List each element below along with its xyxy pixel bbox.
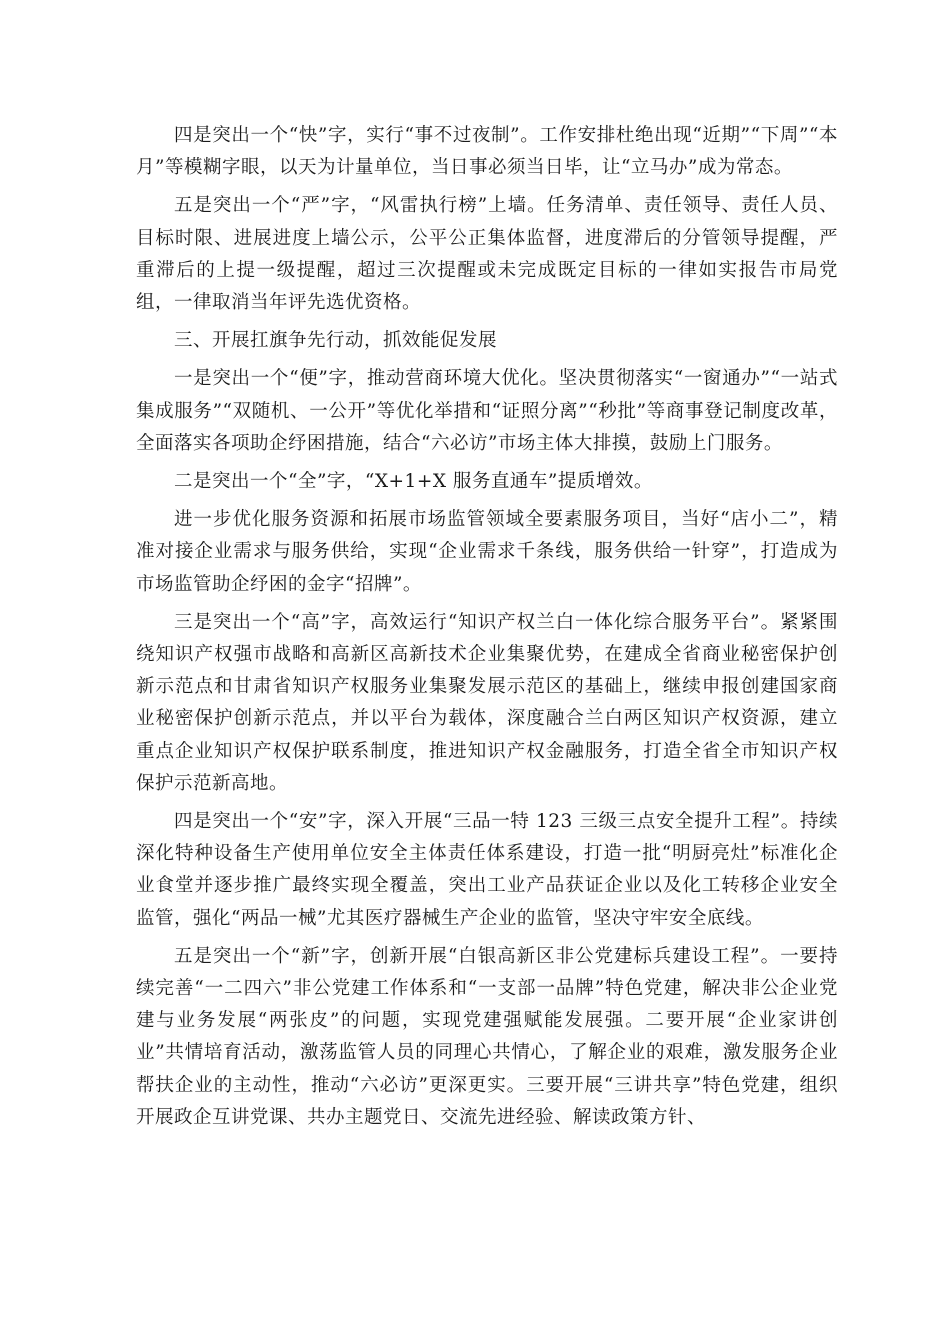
paragraph-safety: 四是突出一个“安”字，深入开展“三品一特 123 三级三点安全提升工程”。持续深化特种设备生产使用单位安全主体责任体系建设，打造一批“明厨亮灶”标准化企业食堂并逐步推广最终实现全覆盖，突出工业产品获证企业以及化工转移企业安全监管，强化“两品一械”尤其医疗器械生产企业的监管，坚决守牢安全底线。 bbox=[136, 811, 838, 929]
paragraph-high-efficiency: 三是突出一个“高”字，高效运行“知识产权兰白一体化综合服务平台”。紧紧围绕知识产权强市战略和高新区高新技术企业集聚优势，在建成全省商业秘密保护创新示范点和甘肃省知识产权服务业集聚发展示范区的基础上，继续申报创建国家商业秘密保护创新示范点，并以平台为载体，深度融合兰白两区知识产权资源，建立重点企业知识产权保护联系制度，推进知识产权金融服务，打造全省全市知识产权保护示范新高地。 bbox=[136, 611, 838, 794]
section-heading-3: 三、开展扛旗争先行动，抓效能促发展 bbox=[174, 330, 498, 352]
paragraph-speed: 四是突出一个“快”字，实行“事不过夜制”。工作安排杜绝出现“近期”“下周”“本月”等模糊字眼，以天为计量单位，当日事必须当日毕，让“立马办”成为常态。 bbox=[136, 125, 838, 179]
paragraph-strict: 五是突出一个“严”字，“风雷执行榜”上墙。任务清单、责任领导、责任人员、目标时限、进展进度上墙公示，公平公正集体监督，进度滞后的分管领导提醒，严重滞后的上提一级提醒，超过三次提醒或未完成既定目标的一律如实报告市局党组，一律取消当年评先选优资格。 bbox=[136, 195, 838, 314]
paragraph-innovation: 五是突出一个“新”字，创新开展“白银高新区非公党建标兵建设工程”。一要持续完善“一二四六”非公党建工作体系和“一支部一品牌”特色党建，解决非公企业党建与业务发展“两张皮”的问题，实现党建强赋能发展强。二要开展“企业家讲创业”共情培育活动，激荡监管人员的同理心共情心，了解企业的艰难，激发服务企业帮扶企业的主动性，推动“六必访”更深更实。三要开展“三讲共享”特色党建，组织开展政企互讲党课、共办主题党日、交流先进经验、解读政策方针、 bbox=[136, 945, 838, 1128]
paragraph-comprehensive: 二是突出一个“全”字，“X+1+X 服务直通车”提质增效。 bbox=[174, 471, 653, 493]
paragraph-optimize-services: 进一步优化服务资源和拓展市场监管领域全要素服务项目，当好“店小二”，精准对接企业需求与服务供给，实现“企业需求千条线，服务供给一针穿”，打造成为市场监管助企纾困的金字“招牌”。 bbox=[136, 509, 838, 595]
paragraph-convenience: 一是突出一个“便”字，推动营商环境大优化。坚决贯彻落实“一窗通办”“一站式集成服务”“双随机、一公开”等优化举措和“证照分离”“秒批”等商事登记制度改革，全面落实各项助企纾困措施，结合“六必访”市场主体大排摸，鼓励上门服务。 bbox=[136, 368, 838, 454]
document-body bbox=[136, 120, 838, 1140]
